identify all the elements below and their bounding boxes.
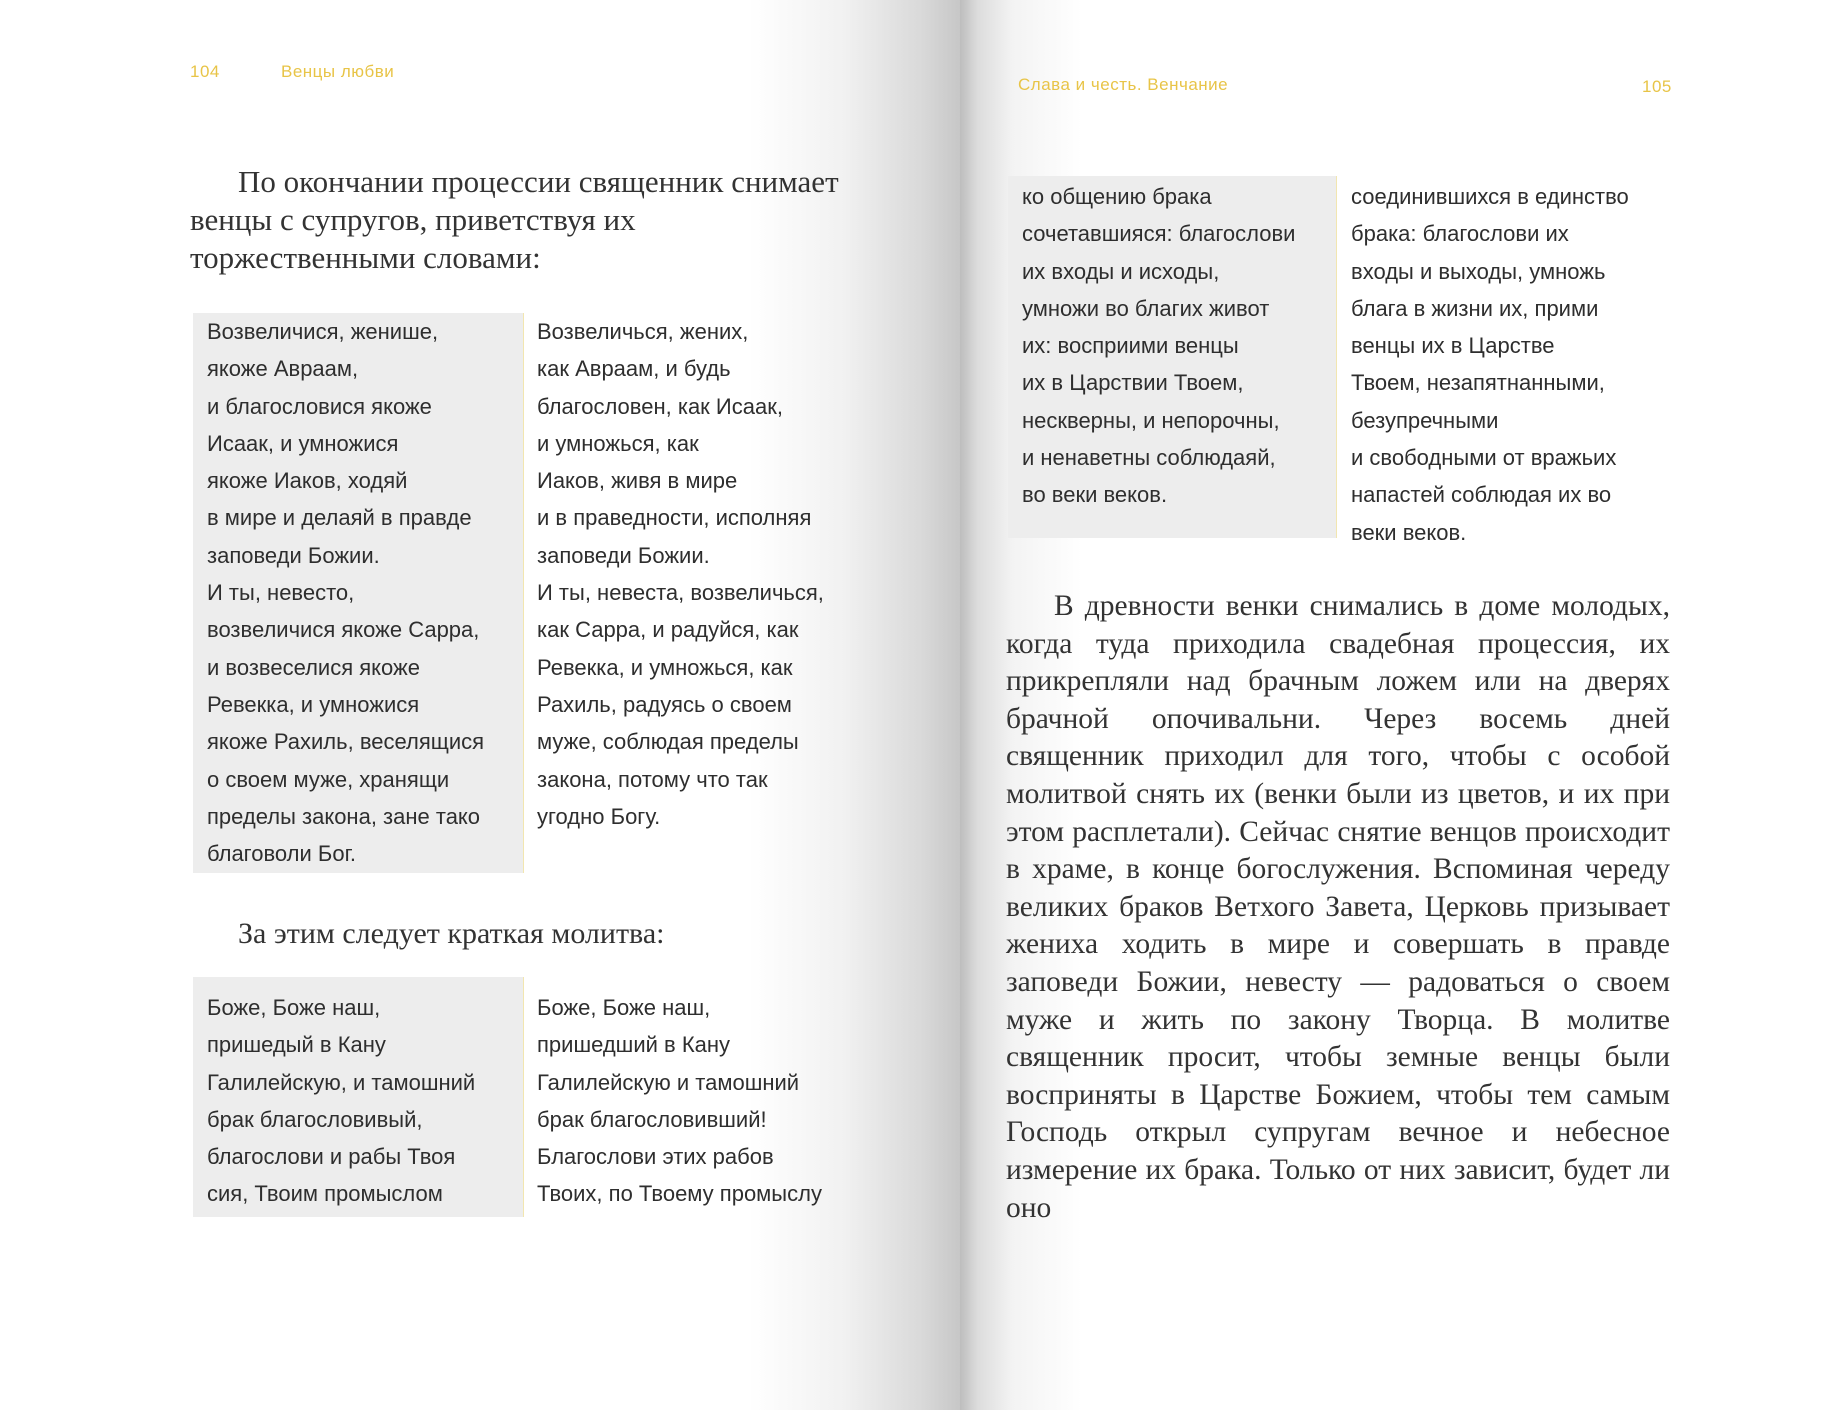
slavonic-column-2	[193, 977, 523, 1217]
text-line: благословен, как Исаак,	[537, 393, 783, 419]
text-line: Боже, Боже наш,	[207, 995, 381, 1020]
text-line: закона, потому что так	[537, 766, 768, 792]
text-line: и свободными от вражьих	[1351, 445, 1617, 471]
text-line: Возвеличися, женише,	[207, 319, 439, 344]
russian-column-2	[523, 977, 843, 1217]
intro-paragraph: По окончании процессии священник снимает венцы с супругов, приветствуя их торжественными словами:	[190, 164, 839, 275]
page-number-right: 105	[1642, 77, 1672, 96]
page-number-left: 104	[190, 62, 220, 81]
text-line: соединившихся в единство	[1351, 184, 1629, 209]
text-line: блага в жизни их, прими	[1351, 295, 1599, 321]
prayer-intro: За этим следует краткая молитва:	[238, 917, 665, 950]
text-line: ко общению брака	[1022, 184, 1212, 209]
text-line: Твоем, незапятнанными,	[1351, 370, 1605, 396]
slavonic-column-1	[193, 313, 523, 873]
text-line: как Авраам, и будь	[537, 356, 731, 382]
text-line: пределы закона, зане тако	[207, 803, 481, 829]
text-line: нескверны, и непорочны,	[1022, 407, 1280, 433]
text-line: якоже Авраам,	[207, 356, 359, 382]
text-line: Галилейскую, и тамошний	[207, 1069, 476, 1095]
text-line: их входы и исходы,	[1022, 258, 1220, 284]
text-line: их: восприими венцы	[1022, 333, 1239, 359]
text-line: безупречными	[1351, 407, 1499, 433]
text-line: пришедший в Кану	[537, 1032, 731, 1058]
text-line: Галилейскую и тамошний	[537, 1069, 800, 1095]
text-line: и в праведности, исполняя	[537, 505, 812, 531]
text-line: Рахиль, радуясь о своем	[537, 691, 792, 717]
text-line: Твоих, по Твоему промыслу	[537, 1181, 822, 1207]
text-line: муже, соблюдая пределы	[537, 729, 799, 755]
text-line: якоже Иаков, ходяй	[207, 468, 408, 494]
text-line: пришедый в Кану	[207, 1032, 386, 1058]
text-line: Исаак, и умножися	[207, 430, 399, 456]
russian-column-3	[1336, 176, 1656, 545]
text-line: брак благословивый,	[207, 1106, 423, 1132]
running-title-right: Слава и честь. Венчание	[1018, 75, 1229, 94]
text-line: венцы их в Царстве	[1351, 333, 1555, 359]
text-line: сия, Твоим промыслом	[207, 1181, 443, 1207]
text-line: И ты, невеста, возвеличься,	[537, 580, 824, 606]
text-line: Ревекка, и умножься, как	[537, 654, 793, 680]
text-line: в мире и делаяй в правде	[207, 505, 472, 531]
text-line: брак благословивший!	[537, 1106, 767, 1132]
text-line: возвеличися якоже Сарра,	[207, 617, 480, 643]
text-line: и умножься, как	[537, 430, 699, 456]
slavonic-column-3	[1008, 176, 1336, 538]
text-line: их в Царствии Твоем,	[1022, 370, 1244, 396]
text-line: брака: благослови их	[1351, 221, 1569, 247]
text-line: Возвеличься, жених,	[537, 319, 749, 344]
text-line: И ты, невесто,	[207, 580, 355, 606]
running-title-left: Венцы любви	[281, 62, 395, 81]
text-line: якоже Рахиль, веселящися	[207, 729, 485, 755]
text-line: веки веков.	[1351, 519, 1467, 545]
text-line: и ненаветны соблюдаяй,	[1022, 445, 1276, 471]
text-line: Боже, Боже наш,	[537, 995, 711, 1020]
russian-column-1	[523, 313, 843, 873]
text-line: Благослови этих рабов	[537, 1144, 774, 1170]
text-line: угодно Богу.	[537, 803, 661, 829]
text-line: заповеди Божии.	[537, 542, 710, 568]
text-line: и благословися якоже	[207, 393, 432, 419]
text-line: входы и выходы, умножь	[1351, 258, 1606, 284]
text-line: умножи во благих живот	[1022, 295, 1270, 321]
text-line: благоволи Бог.	[207, 841, 357, 867]
text-line: как Сарра, и радуйся, как	[537, 617, 799, 643]
body-paragraph: В древности венки снимались в доме молодых, когда туда приходила свадебная процессия, их прикрепляли над брачным ложем или на дверях брачной опочивальни. Через восемь дней священник приходил для того, чтобы с особой молитвой снять их (венки были из цветов, и их при этом расплетали). Сейчас снятие венцов происходит в храме, в конце богослужения. Вспоминая череду великих браков Ветхого Завета, Церковь призывает жениха ходить в мире и совершать в правде заповеди Божии, невесту — радоваться о своем муже и жить по закону Творца. В молитве священник просит, чтобы земные венцы были восприняты в Царстве Божием, чтобы тем самым Господь открыл супругам вечное и небесное измерение их брака. Только от них зависит, будет ли оно	[1006, 590, 1670, 1224]
text-line: Иаков, живя в мире	[537, 468, 738, 494]
text-line: и возвеселися якоже	[207, 654, 420, 680]
text-line: Ревекка, и умножися	[207, 691, 420, 717]
text-line: благослови и рабы Твоя	[207, 1144, 456, 1170]
text-line: о своем муже, хранящи	[207, 766, 450, 792]
text-line: напастей соблюдая их во	[1351, 482, 1612, 508]
text-line: во веки веков.	[1022, 482, 1168, 508]
text-line: сочетавшияся: благослови	[1022, 221, 1296, 247]
text-line: заповеди Божии.	[207, 542, 380, 568]
